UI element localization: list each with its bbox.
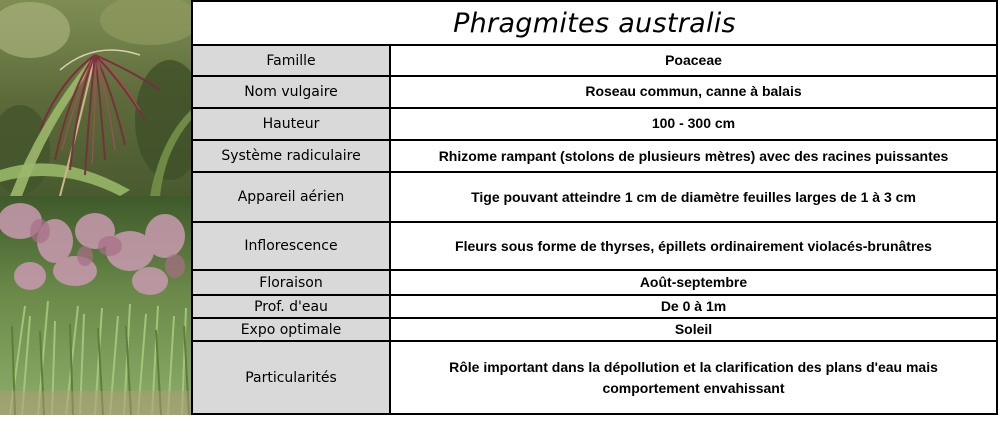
row-nom-vulgaire xyxy=(193,77,996,109)
row-value: Soleil xyxy=(674,321,713,337)
row-label: Particularités xyxy=(193,342,391,413)
row-label: Prof. d'eau xyxy=(193,296,391,317)
photo-reed-plume xyxy=(0,0,191,196)
row-appareil-aerien xyxy=(193,173,996,223)
row-label: Nom vulgaire xyxy=(193,77,391,107)
row-value: 100 - 300 cm xyxy=(651,115,736,131)
row-label: Expo optimale xyxy=(193,319,391,340)
row-label: Hauteur xyxy=(193,109,391,139)
row-floraison xyxy=(193,271,996,296)
row-systeme-radiculaire xyxy=(193,141,996,173)
row-label: Inflorescence xyxy=(193,223,391,269)
row-inflorescence xyxy=(193,223,996,271)
row-value: Août-septembre xyxy=(639,274,748,290)
photo-reed-bed xyxy=(0,196,191,415)
plant-datasheet xyxy=(191,0,998,415)
row-value: Roseau commun, canne à balais xyxy=(585,83,802,99)
row-value: Rôle important dans la dépollution et la clarification des plans d'eau mais comportement envahissant xyxy=(449,358,938,396)
row-prof-eau xyxy=(193,296,996,319)
row-value: Tige pouvant atteindre 1 cm de diamètre feuilles larges de 1 à 3 cm xyxy=(471,188,916,205)
species-title: Phragmites australis xyxy=(193,2,996,46)
row-label: Appareil aérien xyxy=(193,173,391,221)
row-label: Floraison xyxy=(193,271,391,294)
row-value: Fleurs sous forme de thyrses, épillets ordinairement violacés-brunâtres xyxy=(455,237,932,254)
row-particularites xyxy=(193,342,996,413)
row-hauteur xyxy=(193,109,996,141)
row-value: Poaceae xyxy=(665,52,722,68)
row-expo-optimale xyxy=(193,319,996,342)
row-label: Famille xyxy=(193,46,391,75)
row-famille xyxy=(193,46,996,77)
row-label: Système radiculaire xyxy=(193,141,391,171)
row-value: Rhizome rampant (stolons de plusieurs mètres) avec des racines puissantes xyxy=(438,147,949,164)
row-value: De 0 à 1m xyxy=(660,298,727,314)
